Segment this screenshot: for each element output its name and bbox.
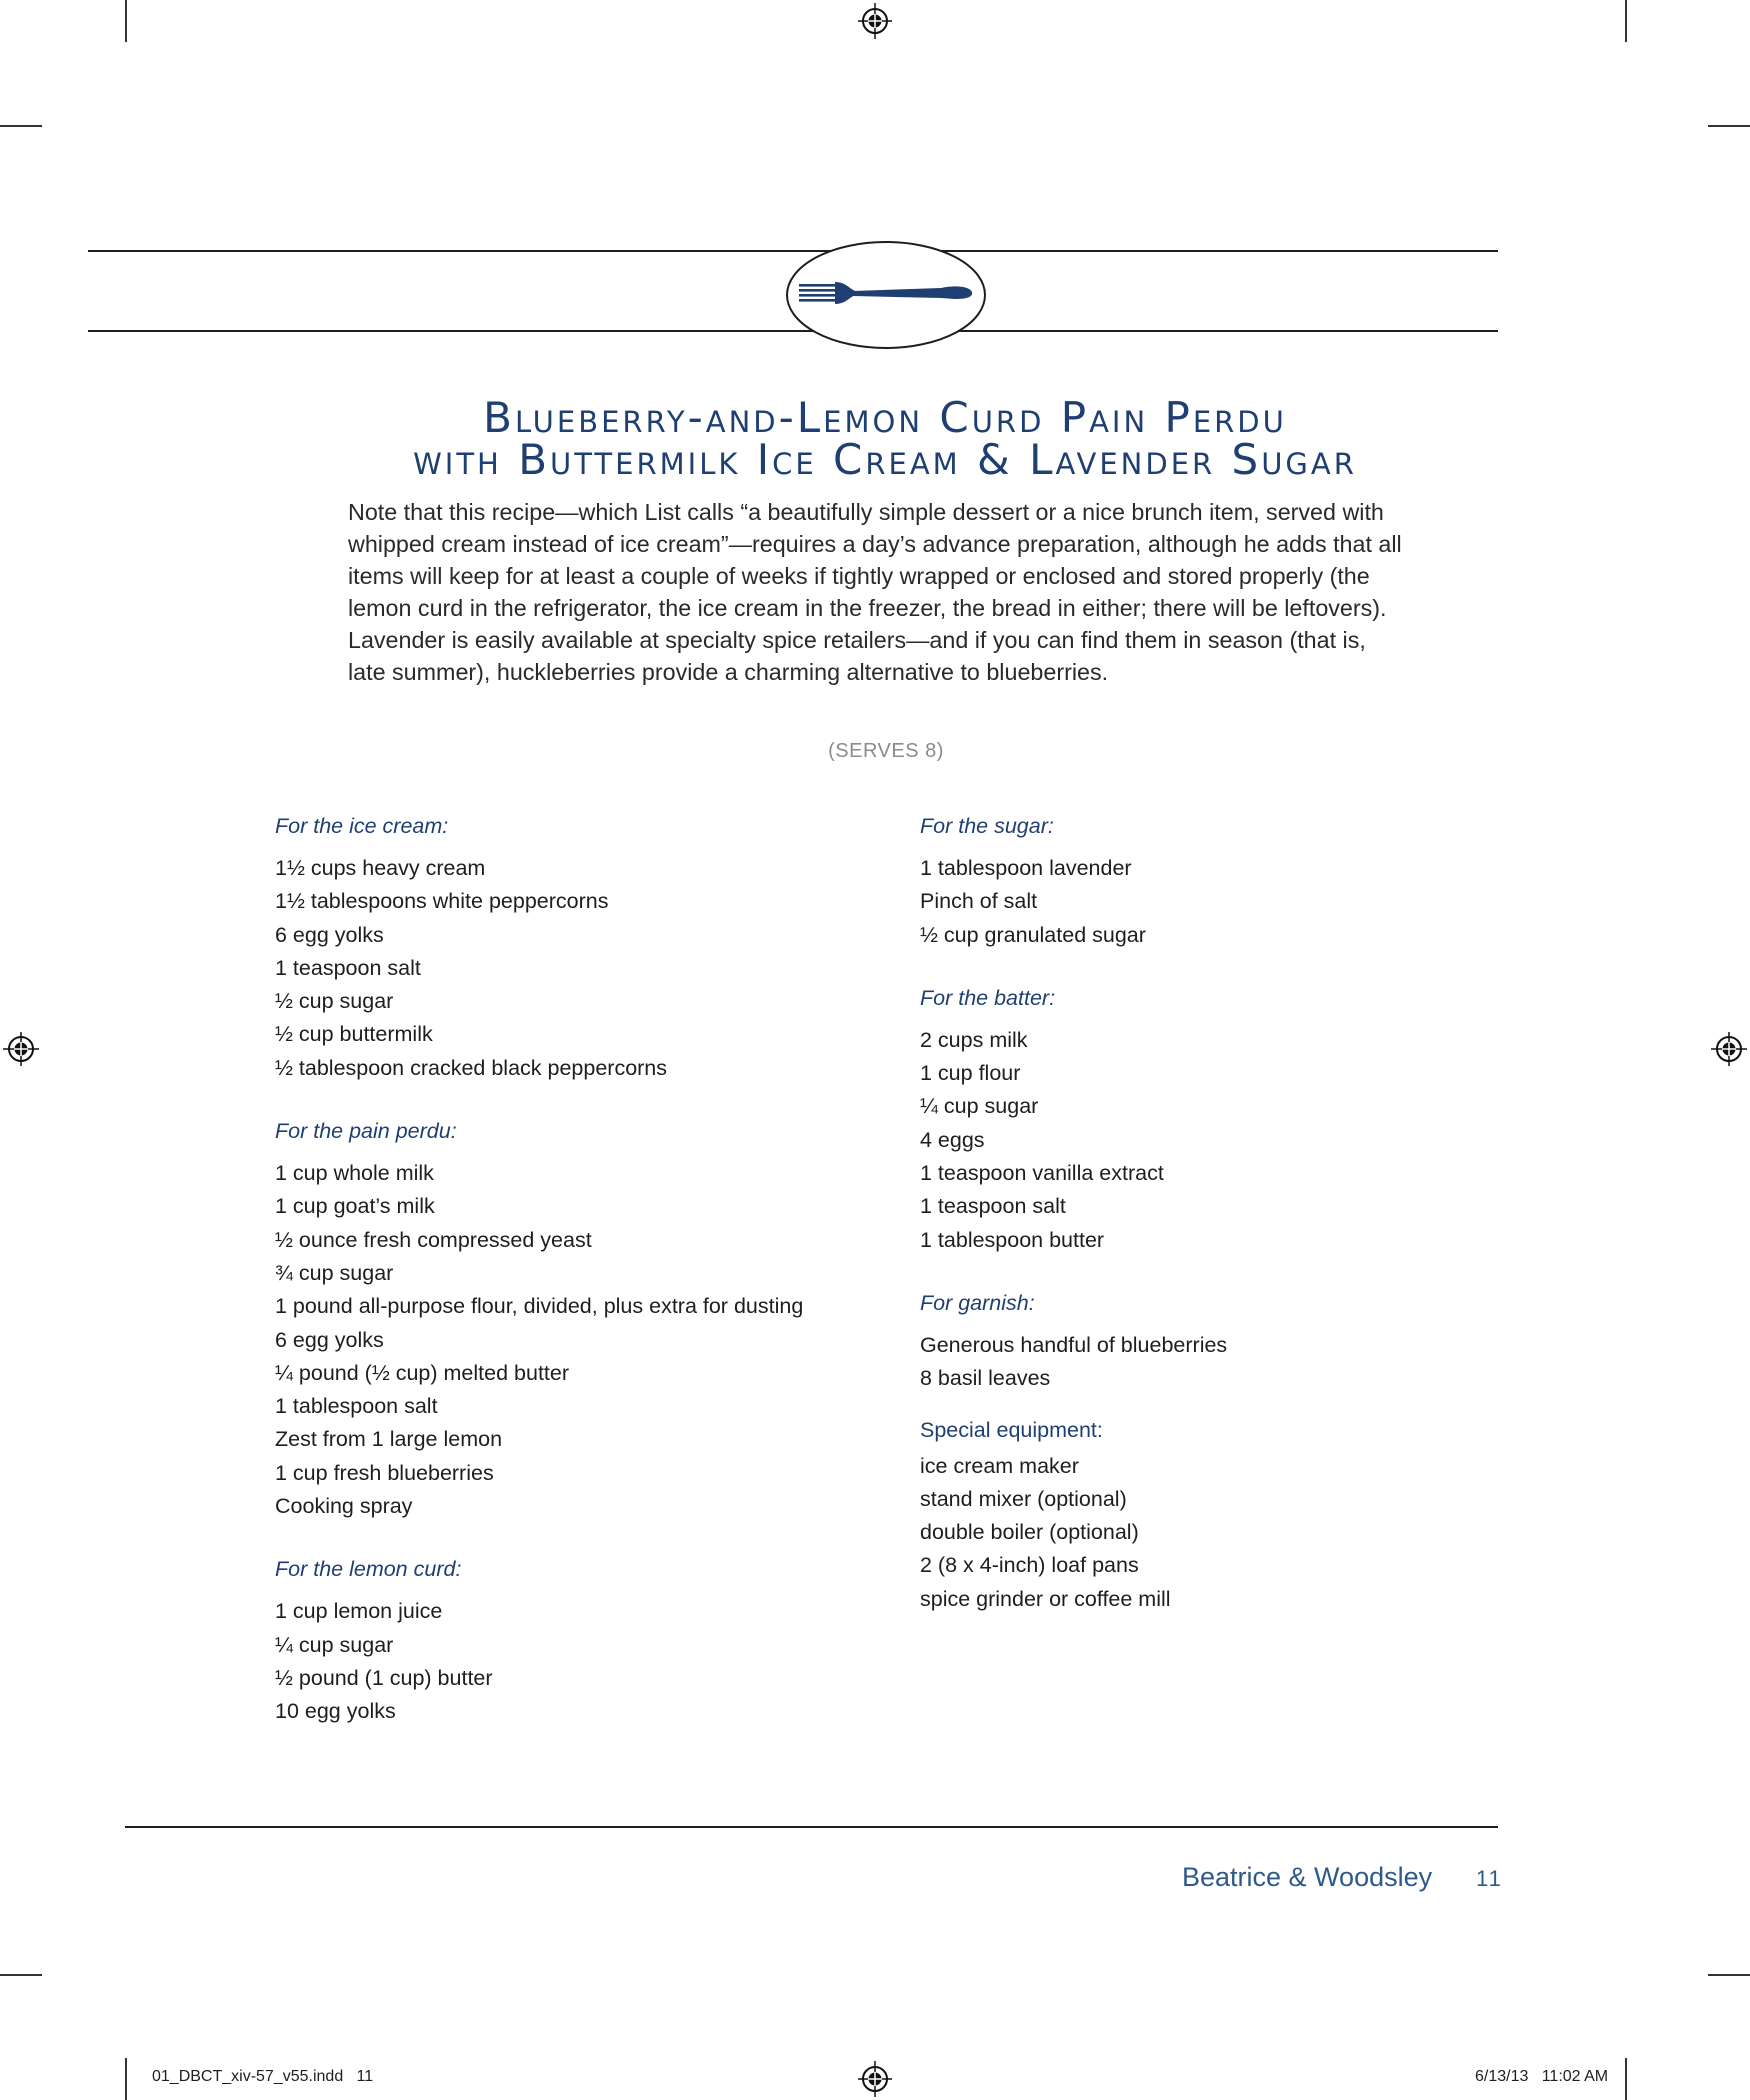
list-item: ½ pound (1 cup) butter — [275, 1665, 493, 1690]
registration-mark-icon — [1710, 1032, 1748, 1066]
list-item: 2 cups milk — [920, 1027, 1028, 1052]
crop-mark-bottom-right — [1625, 2058, 1627, 2100]
ingredient-list — [920, 1024, 1480, 1257]
crop-mark-left-bottom — [0, 1974, 42, 1976]
list-item: 1 cup goat’s milk — [275, 1194, 435, 1219]
list-item: stand mixer (optional) — [920, 1486, 1127, 1511]
ingredient-list — [920, 1329, 1480, 1396]
slug-timestamp: 6/13/13 11:02 AM — [1475, 2068, 1609, 2085]
list-item: ½ ounce fresh compressed yeast — [275, 1227, 592, 1252]
crop-mark-bottom-left — [125, 2058, 127, 2100]
list-item: ½ cup sugar — [275, 989, 394, 1014]
registration-mark-icon — [858, 2060, 892, 2098]
right-column — [920, 810, 1480, 1646]
section-heading: For the sugar: — [920, 814, 1054, 838]
list-item: 1 tablespoon lavender — [920, 856, 1132, 880]
list-item: Cooking spray — [275, 1494, 413, 1519]
slug-file-name: 01_DBCT_xiv-57_v55.indd 11 — [152, 2068, 374, 2085]
list-item: 1½ cups heavy cream — [275, 856, 486, 880]
list-item: ice cream maker — [920, 1453, 1079, 1478]
left-column — [275, 810, 875, 1759]
equipment-section — [920, 1414, 1480, 1616]
list-item: Generous handful of blueberries — [920, 1332, 1228, 1357]
footer-rule — [125, 1826, 1498, 1828]
intro-paragraph: Note that this recipe—which List calls “a beautifully simple dessert or a nice brunch item, served with whipped cream instead of ice cream”—requires a day’s advance preparation, although he adds that all items will keep for at least a couple of weeks if tightly wrapped or enclosed and stored properly (the lemon curd in the refrigerator, the ice cream in the freezer, the bread in either; there will be leftovers). Lavender is easily available at specialty spice retailers—and if you can find them in season (that is, late summer), huckleberries provide a charming alternative to blueberries. — [348, 499, 1402, 685]
list-item: 1 cup whole milk — [275, 1161, 434, 1186]
ingredient-list — [275, 852, 875, 1085]
list-item: 1 cup flour — [920, 1061, 1021, 1086]
list-item: 6 egg yolks — [275, 1327, 384, 1352]
list-item: 1 tablespoon butter — [920, 1227, 1105, 1252]
list-item: ¼ cup sugar — [920, 1094, 1039, 1119]
recipe-title-line-2: with Buttermilk Ice Cream & Lavender Sugar — [413, 435, 1357, 484]
list-item: Pinch of salt — [920, 889, 1038, 914]
list-item: double boiler (optional) — [920, 1520, 1139, 1545]
list-item: ¼ cup sugar — [275, 1632, 394, 1657]
batter-section — [920, 982, 1480, 1257]
list-item: 8 basil leaves — [920, 1366, 1051, 1391]
section-heading: For garnish: — [920, 1290, 1035, 1315]
list-item: 4 eggs — [920, 1127, 985, 1152]
serves-note: (SERVES 8) — [828, 740, 944, 762]
ice-cream-section — [275, 810, 875, 1085]
list-item: 1 pound all-purpose flour, divided, plus extra for dusting — [275, 1294, 804, 1319]
crop-mark-left-top — [0, 125, 42, 127]
list-item: 2 (8 x 4-inch) loaf pans — [920, 1553, 1139, 1578]
page-number: 11 — [1476, 1866, 1503, 1891]
list-item: ¼ pound (½ cup) melted butter — [275, 1360, 570, 1385]
section-heading: For the lemon curd: — [275, 1557, 462, 1582]
ingredient-list — [920, 852, 1480, 952]
pain-perdu-section — [275, 1115, 875, 1523]
list-item: 1 teaspoon salt — [275, 955, 421, 980]
crop-mark-top-right — [1625, 0, 1627, 42]
lemon-curd-section — [275, 1553, 875, 1728]
list-item: Zest from 1 large lemon — [275, 1427, 503, 1452]
list-item: spice grinder or coffee mill — [920, 1586, 1171, 1611]
recipe-title-line-1: Blueberry-and-Lemon Curd Pain Perdu — [483, 393, 1287, 442]
registration-mark-icon — [858, 2, 892, 40]
sugar-section — [920, 810, 1480, 952]
list-item: ½ cup granulated sugar — [920, 922, 1146, 947]
list-item: 1 tablespoon salt — [275, 1394, 438, 1419]
list-item: 1½ tablespoons white peppercorns — [275, 889, 609, 914]
registration-mark-icon — [2, 1032, 40, 1066]
ingredient-list — [275, 1157, 875, 1523]
section-heading: For the pain perdu: — [275, 1119, 457, 1144]
list-item: ¾ cup sugar — [275, 1260, 394, 1285]
ingredient-list — [275, 1595, 875, 1728]
crop-mark-top-left — [125, 0, 127, 42]
section-heading: For the batter: — [920, 985, 1056, 1010]
section-heading: For the ice cream: — [275, 814, 449, 838]
crop-mark-right-top — [1708, 125, 1750, 127]
list-item: 1 cup fresh blueberries — [275, 1460, 494, 1485]
fork-icon — [783, 238, 989, 352]
list-item: 1 teaspoon salt — [920, 1194, 1066, 1219]
list-item: 1 teaspoon vanilla extract — [920, 1161, 1164, 1186]
list-item: 10 egg yolks — [275, 1699, 396, 1724]
list-item: ½ cup buttermilk — [275, 1022, 433, 1047]
list-item: 6 egg yolks — [275, 922, 384, 947]
list-item: ½ tablespoon cracked black peppercorns — [275, 1055, 668, 1080]
crop-mark-right-bottom — [1708, 1974, 1750, 1976]
list-item: 1 cup lemon juice — [275, 1599, 443, 1624]
garnish-section — [920, 1287, 1480, 1396]
footer-brand: Beatrice & Woodsley — [1182, 1862, 1433, 1892]
equipment-list — [920, 1450, 1480, 1616]
section-heading: Special equipment: — [920, 1417, 1103, 1442]
